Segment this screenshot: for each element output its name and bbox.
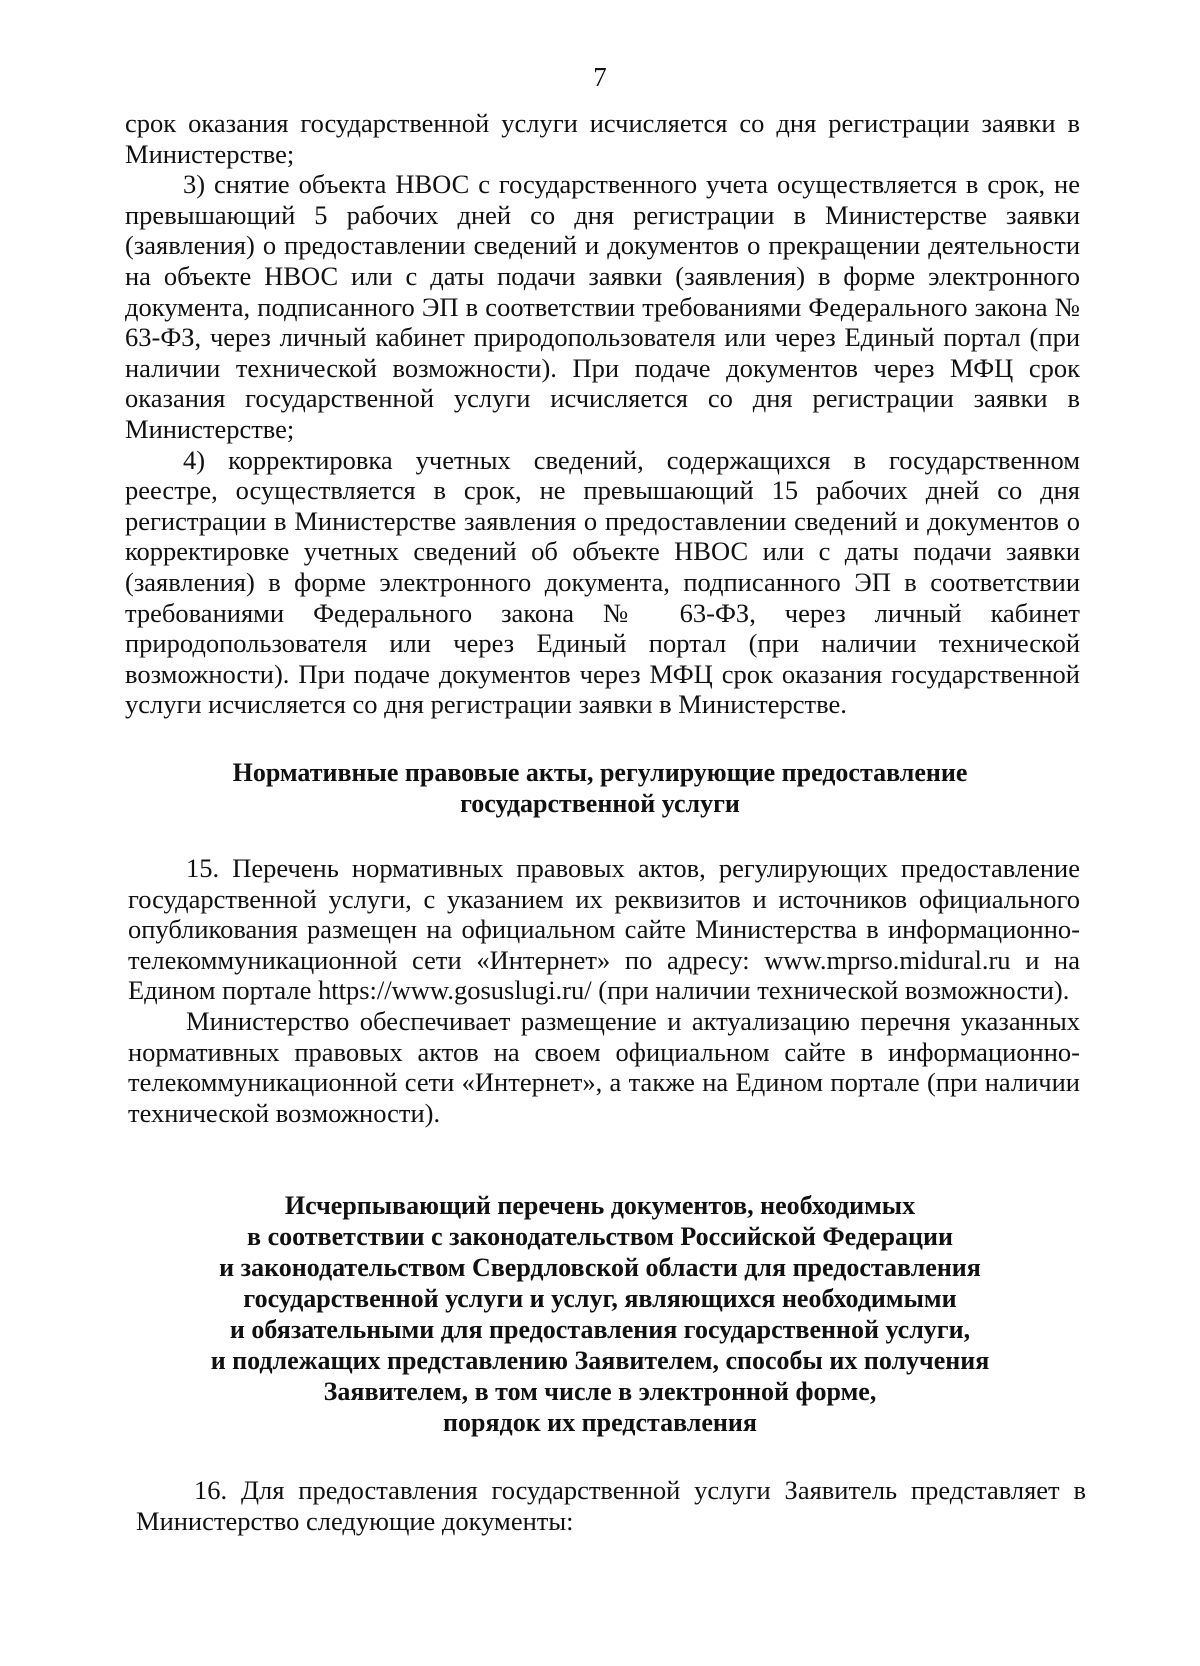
- heading-line: в соответствии с законодательством Российской Федерации: [247, 1222, 953, 1251]
- heading-line: и подлежащих представлению Заявителем, способы их получения: [210, 1346, 990, 1375]
- heading-line: и обязательными для предоставления государственной услуги,: [229, 1315, 971, 1344]
- paragraph-item-3: 3) снятие объекта НВОС с государственного учета осуществляется в срок, не превышающий 5 рабочих дней со дня регистрации в Министерстве заявки (заявления) о предоставлении сведений и документов о прекращении деятельности на объекте НВОС или с даты подачи заявки (заявления) в форме электронного документа, подписанного ЭП в соответствии требованиями Федерального закона № 63-ФЗ, через личный кабинет природопользователя или через Единый портал (при наличии технической возможности). При подаче документов через МФЦ срок оказания государственной услуги исчисляется со дня регистрации заявки в Министерстве;: [125, 169, 1080, 444]
- text-block-required-documents: [136, 1475, 1086, 1536]
- heading-line: Нормативные правовые акты, регулирующие предоставление: [232, 758, 968, 787]
- heading-line: и законодательством Свердловской области для предоставления: [219, 1253, 981, 1282]
- paragraph-item-16: 16. Для предоставления государственной услуги Заявитель представляет в Министерство следующие документы:: [136, 1475, 1086, 1536]
- page-number: 7: [593, 62, 607, 92]
- paragraph-deadline-continuation: срок оказания государственной услуги исчисляется со дня регистрации заявки в Министерстве;: [125, 108, 1080, 169]
- section-heading-legal-acts: [0, 757, 1200, 819]
- text-block-legal-acts: [128, 853, 1080, 1128]
- paragraph-item-15: 15. Перечень нормативных правовых актов, регулирующих предоставление государственной услуги, с указанием их реквизитов и источников официального опубликования размещен на официальном сайте Министерства в информационно-телекоммуникационной сети «Интернет» по адресу: www.mprso.midural.ru и на Едином портале https://www.gosuslugi.ru/ (при наличии технической возможности).: [128, 853, 1080, 1006]
- heading-line: Исчерпывающий перечень документов, необходимых: [284, 1191, 916, 1220]
- heading-line: Заявителем, в том числе в электронной форме,: [323, 1377, 877, 1406]
- paragraph-item-4: 4) корректировка учетных сведений, содержащихся в государственном реестре, осуществляется в срок, не превышающий 15 рабочих дней со дня регистрации в Министерстве заявления о предоставлении сведений и документов о корректировке учетных сведений об объекте НВОС или с даты подачи заявки (заявления) в форме электронного документа, подписанного ЭП в соответствии требованиями Федерального закона № 63-ФЗ, через личный кабинет природопользователя или через Единый портал (при наличии технической возможности). При подаче документов через МФЦ срок оказания государственной услуги исчисляется со дня регистрации заявки в Министерстве.: [125, 444, 1080, 720]
- section-heading-documents: [0, 1190, 1200, 1438]
- heading-line: государственной услуги: [460, 789, 740, 818]
- text-block-deadlines: [125, 108, 1080, 720]
- heading-line: порядок их представления: [443, 1408, 757, 1437]
- paragraph-ministry-publishing: Министерство обеспечивает размещение и актуализацию перечня указанных нормативных правовых актов на своем официальном сайте в информационно-телекоммуникационной сети «Интернет», а также на Едином портале (при наличии технической возможности).: [128, 1005, 1080, 1128]
- heading-line: государственной услуги и услуг, являющихся необходимыми: [243, 1284, 957, 1313]
